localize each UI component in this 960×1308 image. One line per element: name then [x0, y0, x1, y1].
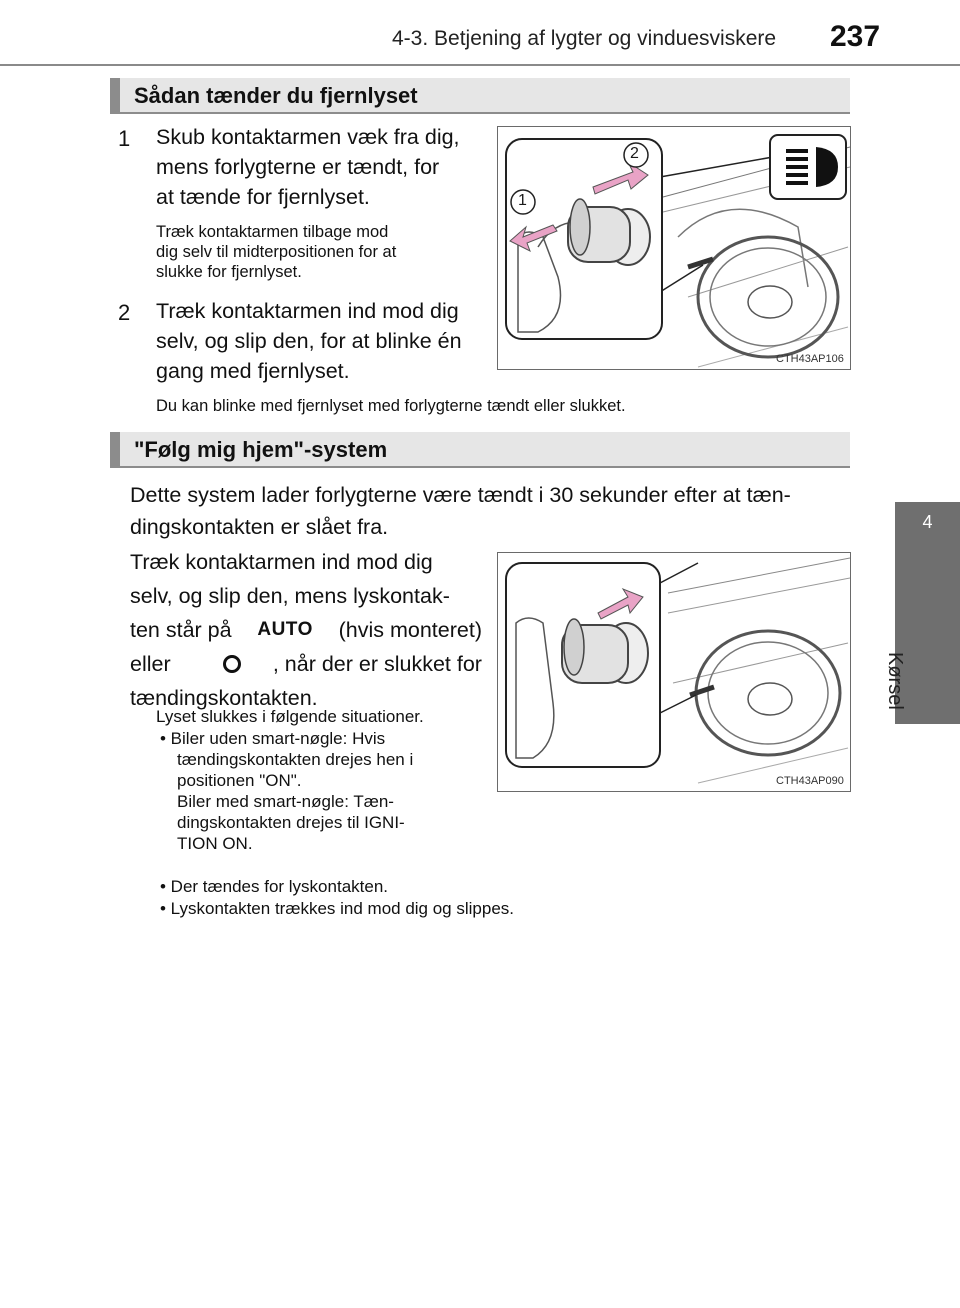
step-1-line-3: at tænde for fjernlyset. [156, 185, 370, 209]
figure-follow-me-home-illustration [498, 553, 850, 791]
section-2-line-4 [130, 647, 482, 681]
header-rule [0, 64, 960, 66]
off-position-icon [223, 655, 241, 673]
step-2-line-2: selv, og slip den, for at blinke én [156, 329, 462, 353]
step-1-note-line-2: dig selv til midterpositionen for at [156, 243, 397, 261]
figure-callout-1: 1 [518, 192, 527, 209]
section-heading-follow-me-home: "Følg mig hjem"-system [110, 432, 850, 468]
figure-high-beam [497, 126, 851, 370]
chapter-label: Kørsel [884, 652, 906, 710]
step-2-text [156, 296, 480, 386]
step-2-number: 2 [118, 300, 131, 325]
bullet-3: • Lyskontakten trækkes ind mod dig og slippes. [160, 899, 515, 918]
figure-callout-2: 2 [630, 145, 639, 162]
bullet-1-line-3: positionen "ON". [177, 771, 302, 790]
header-title: 4-3. Betjening af lygter og vinduesviskere [392, 27, 777, 50]
step-2-line-1: Træk kontaktarmen ind mod dig [156, 299, 459, 323]
bullet-1-line-6: TION ON. [177, 834, 253, 853]
section-2-intro-line-1: Dette system lader forlygterne være tændt i 30 sekunder efter at tæn- [130, 483, 791, 507]
section-heading-high-beam: Sådan tænder du fjernlyset [110, 78, 850, 114]
section-1-note: Du kan blinke med fjernlyset med forlygterne tændt eller slukket. [156, 397, 626, 415]
figure-caption-1: CTH43AP106 [776, 353, 844, 365]
section-2-line-4-a: eller [130, 652, 171, 676]
figure-high-beam-illustration [498, 127, 850, 369]
section-2-line-3-b: (hvis monteret) [338, 618, 482, 642]
section-2-line-3-a: ten står på [130, 618, 232, 642]
section-2-line-2: selv, og slip den, mens lyskontak- [130, 584, 450, 608]
step-1-note-line-1: Træk kontaktarmen tilbage mod [156, 223, 389, 241]
step-1-number: 1 [118, 126, 131, 151]
bullet-1-line-1: • Biler uden smart-nøgle: Hvis [160, 729, 386, 748]
step-2-line-3: gang med fjernlyset. [156, 359, 350, 383]
auto-symbol: AUTO [257, 619, 313, 640]
section-2-intro-line-2: dingskontakten er slået fra. [130, 515, 389, 539]
section-2-line-1: Træk kontaktarmen ind mod dig [130, 550, 433, 574]
step-1-line-2: mens forlygterne er tændt, for [156, 155, 440, 179]
conditions-intro: Lyset slukkes i følgende situationer. [156, 707, 424, 726]
chapter-number: 4 [922, 512, 933, 532]
bullet-1-line-2: tændingskontakten drejes hen i [177, 750, 414, 769]
figure-caption-2: CTH43AP090 [776, 775, 844, 787]
bullet-1-line-4: Biler med smart-nøgle: Tæn- [177, 792, 394, 811]
step-1-note [156, 222, 480, 282]
section-2-line-4-b: , når der er slukket for [272, 652, 482, 676]
bullet-1 [160, 728, 482, 854]
section-2-line-3 [130, 613, 482, 647]
page-number: 237 [830, 20, 881, 53]
section-2-paragraph [130, 545, 482, 715]
step-1-text [156, 122, 480, 212]
step-1-note-line-3: slukke for fjernlyset. [156, 263, 302, 281]
bullet-1-line-5: dingskontakten drejes til IGNI- [177, 813, 405, 832]
section-2-intro [130, 480, 850, 542]
chapter-label-container [884, 590, 938, 710]
section-2-line-5: tændingskontakten. [130, 686, 318, 710]
bullet-2: • Der tændes for lyskontakten. [160, 877, 388, 896]
figure-follow-me-home [497, 552, 851, 792]
step-1-line-1: Skub kontaktarmen væk fra dig, [156, 125, 460, 149]
